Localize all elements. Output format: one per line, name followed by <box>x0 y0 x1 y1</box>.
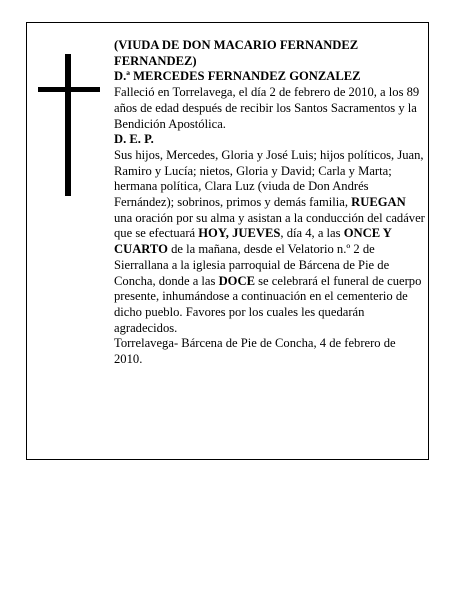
obituary-text <box>114 38 426 368</box>
family-paragraph <box>114 148 426 336</box>
cross-icon <box>38 54 100 196</box>
route-text: de la mañana, desde el Velatorio n.º 2 de Sierrallana a la iglesia parroquial de Bárcena de Pie de Concha, donde a las <box>114 242 390 288</box>
place-date-footer: Torrelavega- Bárcena de Pie de Concha, 4 de febrero de 2010. <box>114 336 396 367</box>
request-text: una oración por su alma y asistan a la conducción del cadáver que se efectuará <box>114 210 425 241</box>
dep-label: D. E. P. <box>114 132 154 147</box>
funeral-text: se celebrará el funeral de cuerpo presente, inhumándose a continuación en el cementerio de dicho pueblo. Favores por los cuales les quedarán agradecidos. <box>114 273 422 335</box>
ruegan-label: RUEGAN <box>351 195 406 210</box>
heading-widow-of: (VIUDA DE DON MACARIO FERNANDEZ FERNANDEZ) <box>114 38 359 68</box>
day-label: HOY, JUEVES <box>198 226 281 241</box>
family-list: Sus hijos, Mercedes, Gloria y José Luis; hijos políticos, Juan, Ramiro y Lucía; nietos, Gloria y David; Carla y Marta; hermana política, Clara Luz (viuda de Don Andrés Fernández); sobrinos, primos y demás familia, <box>114 147 424 210</box>
death-notice: Falleció en Torrelavega, el día 2 de febrero de 2010, a los 89 años de edad después de recibir los Santos Sacramentos y la Bendición Apostólica. <box>114 85 420 131</box>
funeral-time-label: DOCE <box>218 273 255 288</box>
date-text: , día 4, a las <box>280 226 341 241</box>
heading-deceased-name: D.ª MERCEDES FERNANDEZ GONZALEZ <box>114 69 361 84</box>
time-label: ONCE Y CUARTO <box>114 226 392 257</box>
